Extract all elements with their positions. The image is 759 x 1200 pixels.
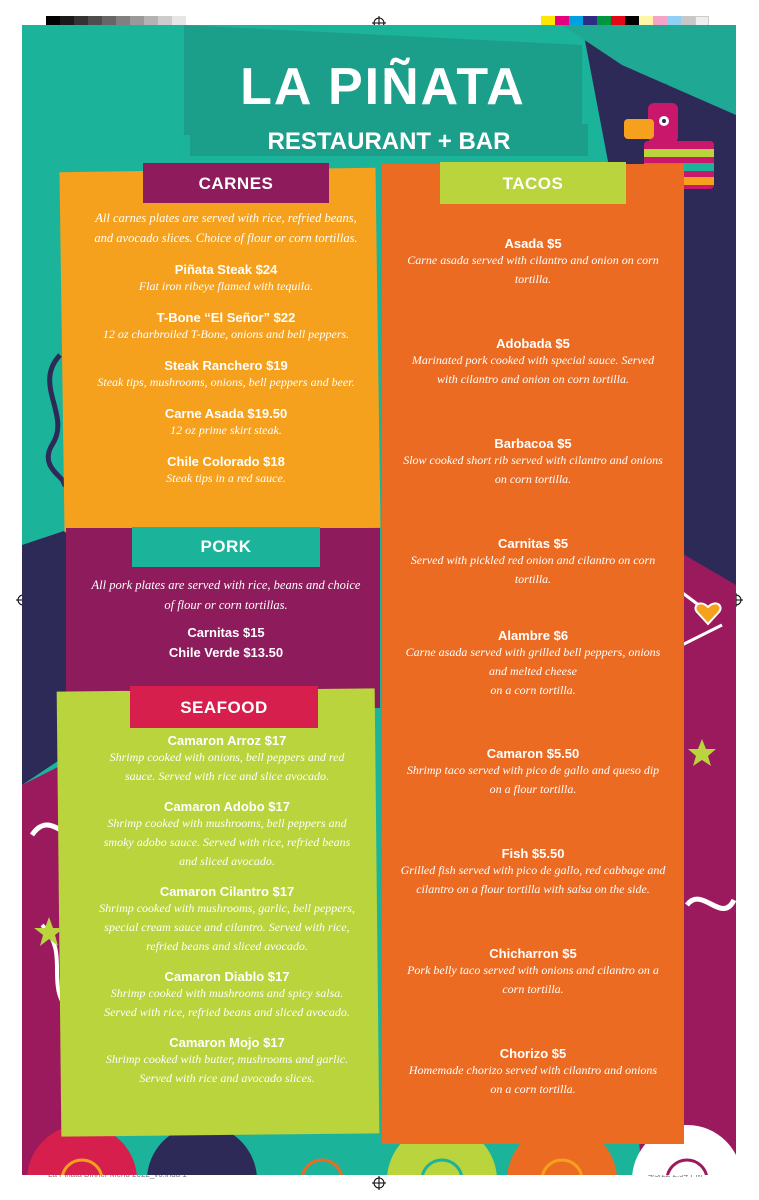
taco-item bbox=[384, 1046, 682, 1116]
page-title: LA PIÑATA bbox=[240, 58, 526, 116]
page-subtitle: RESTAURANT + BAR bbox=[267, 128, 511, 155]
taco-item bbox=[384, 236, 682, 336]
taco-item-name: Chorizo $5 bbox=[499, 1046, 567, 1061]
seafood-item-desc: Shrimp cooked with onions, bell peppers and red bbox=[109, 750, 345, 764]
taco-item-desc: tortilla. bbox=[514, 272, 552, 286]
menu-poster bbox=[22, 25, 736, 1175]
seafood-item-name: Camaron Diablo $17 bbox=[164, 969, 290, 984]
taco-item bbox=[384, 536, 682, 628]
taco-item-desc: with cilantro and onion on corn tortilla. bbox=[437, 372, 629, 386]
taco-item-name: Carnitas $5 bbox=[497, 536, 569, 551]
seafood-item bbox=[74, 733, 380, 786]
taco-item-desc: on a corn tortilla. bbox=[490, 1082, 576, 1096]
tacos-content bbox=[384, 236, 682, 1116]
heart-icon bbox=[694, 600, 722, 626]
seafood-item-desc: Served with rice, refried beans and sliced avocado. bbox=[104, 1005, 350, 1019]
pork-intro-line-1: All pork plates are served with rice, beans and choice bbox=[91, 578, 361, 592]
carnes-heading: CARNES bbox=[198, 174, 274, 193]
pork-item-name: Carnitas $15 bbox=[187, 625, 265, 640]
carnes-intro-line-1: All carnes plates are served with rice, refried beans, bbox=[95, 211, 357, 225]
carnes-item-desc: Steak tips, mushrooms, onions, bell peppers and beer. bbox=[97, 375, 355, 389]
carnes-item-desc: 12 oz prime skirt steak. bbox=[170, 423, 282, 437]
taco-item-name: Chicharron $5 bbox=[489, 946, 577, 961]
seafood-item-desc: special cream sauce and cilantro. Served with rice, bbox=[104, 920, 350, 934]
taco-item-desc: and melted cheese bbox=[489, 664, 577, 678]
seafood-item-name: Camaron Mojo $17 bbox=[169, 1035, 285, 1050]
seafood-heading: SEAFOOD bbox=[180, 698, 268, 717]
taco-item-desc: corn tortilla. bbox=[502, 982, 564, 996]
taco-item bbox=[384, 436, 682, 536]
carnes-content bbox=[72, 208, 380, 488]
carnes-item-name: Carne Asada $19.50 bbox=[164, 406, 288, 421]
seafood-item-name: Camaron Arroz $17 bbox=[167, 733, 287, 748]
taco-item-desc: Served with pickled red onion and cilantro on corn bbox=[410, 553, 656, 567]
pork-intro-line-2: of flour or corn tortillas. bbox=[164, 598, 288, 612]
taco-item-name: Fish $5.50 bbox=[501, 846, 565, 861]
star-icon-2 bbox=[686, 737, 718, 769]
taco-item bbox=[384, 336, 682, 436]
seafood-item-desc: and sliced avocado. bbox=[179, 854, 275, 868]
taco-item bbox=[384, 946, 682, 1046]
seafood-item-desc: Served with rice and avocado slices. bbox=[139, 1071, 315, 1085]
seafood-item-desc: Shrimp cooked with mushrooms, bell peppers and bbox=[107, 816, 347, 830]
seafood-item-name: Camaron Cilantro $17 bbox=[159, 884, 295, 899]
seafood-item bbox=[74, 884, 380, 956]
taco-item-name: Asada $5 bbox=[504, 236, 562, 251]
taco-item-desc: Grilled fish served with pico de gallo, red cabbage and bbox=[400, 863, 666, 877]
carnes-intro-line-2: and avocado slices. Choice of flour or corn tortillas. bbox=[94, 231, 358, 245]
seafood-item bbox=[74, 1035, 380, 1088]
carnes-item-desc: 12 oz charbroiled T-Bone, onions and bell peppers. bbox=[102, 327, 350, 341]
pork-content bbox=[72, 575, 380, 663]
taco-item-desc: Marinated pork cooked with special sauce. Served bbox=[411, 353, 655, 367]
seafood-item bbox=[74, 799, 380, 871]
seafood-item-desc: refried beans and sliced avocado. bbox=[146, 939, 308, 953]
taco-item-desc: on a flour tortilla. bbox=[489, 782, 577, 796]
taco-item-desc: on a corn tortilla. bbox=[490, 683, 576, 697]
seafood-item-desc: smoky adobo sauce. Served with rice, refried beans bbox=[103, 835, 351, 849]
carnes-item-name: Chile Colorado $18 bbox=[167, 454, 285, 469]
taco-item-name: Camaron $5.50 bbox=[486, 746, 580, 761]
taco-item bbox=[384, 628, 682, 746]
seafood-item-desc: sauce. Served with rice and slice avocado. bbox=[125, 769, 329, 783]
taco-item-desc: cilantro on a flour tortilla with salsa on the side. bbox=[416, 882, 650, 896]
taco-item-desc: Pork belly taco served with onions and cilantro on a bbox=[407, 963, 659, 977]
registration-mark-bottom bbox=[372, 1176, 386, 1190]
tacos-heading: TACOS bbox=[502, 174, 564, 193]
taco-item-desc: on corn tortilla. bbox=[494, 472, 572, 486]
taco-item bbox=[384, 846, 682, 946]
carnes-item-name: Steak Ranchero $19 bbox=[164, 358, 288, 373]
pork-heading: PORK bbox=[200, 537, 252, 556]
taco-item-desc: Slow cooked short rib served with cilantro and onions bbox=[403, 453, 663, 467]
carnes-item-desc: Steak tips in a red sauce. bbox=[166, 471, 286, 485]
seafood-content bbox=[74, 733, 380, 1088]
taco-item-name: Adobada $5 bbox=[496, 336, 570, 351]
seafood-item-desc: Shrimp cooked with mushrooms, garlic, bell peppers, bbox=[99, 901, 355, 915]
taco-item bbox=[384, 746, 682, 846]
seafood-item-desc: Shrimp cooked with butter, mushrooms and garlic. bbox=[105, 1052, 349, 1066]
seafood-item-name: Camaron Adobo $17 bbox=[164, 799, 290, 814]
taco-item-desc: Shrimp taco served with pico de gallo and queso dip bbox=[406, 763, 660, 777]
taco-item-desc: Carne asada served with cilantro and onion on corn bbox=[407, 253, 659, 267]
carnes-item-name: Piñata Steak $24 bbox=[174, 262, 278, 277]
taco-item-name: Alambre $6 bbox=[497, 628, 569, 643]
seafood-item bbox=[74, 969, 380, 1022]
taco-item-name: Barbacoa $5 bbox=[494, 436, 572, 451]
taco-item-desc: Homemade chorizo served with cilantro and onions bbox=[408, 1063, 658, 1077]
taco-item-desc: tortilla. bbox=[514, 572, 552, 586]
seafood-item-desc: Shrimp cooked with mushrooms and spicy salsa. bbox=[110, 986, 344, 1000]
carnes-item-name: T-Bone “El Señor” $22 bbox=[156, 310, 296, 325]
carnes-item-desc: Flat iron ribeye flamed with tequila. bbox=[138, 279, 314, 293]
taco-item-desc: Carne asada served with grilled bell peppers, onions bbox=[405, 645, 661, 659]
pork-item-name: Chile Verde $13.50 bbox=[168, 645, 284, 660]
